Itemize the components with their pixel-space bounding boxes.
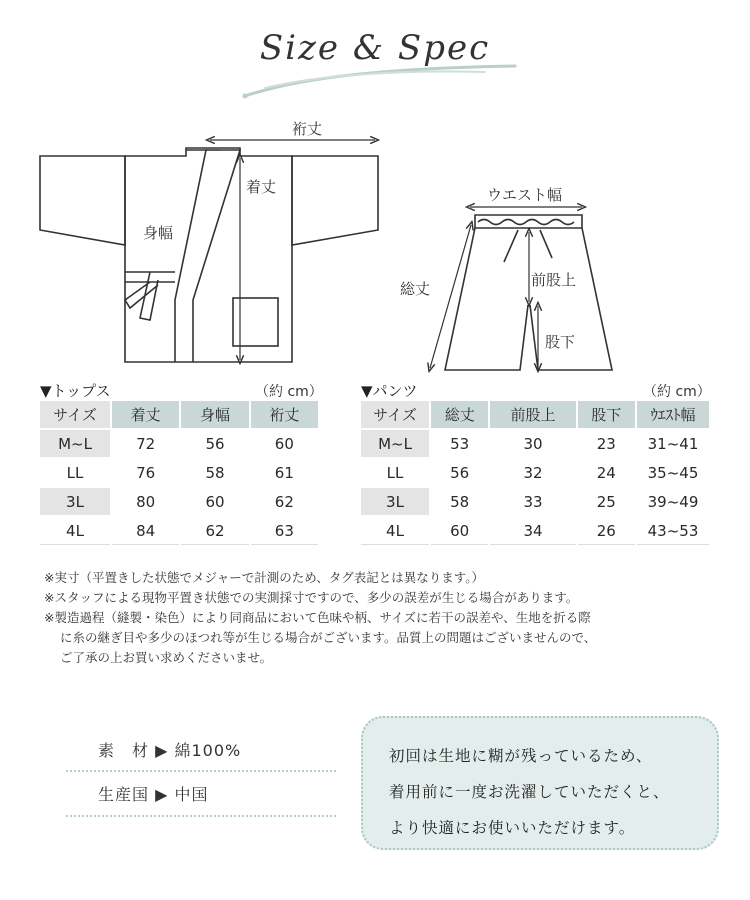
value-cell: 62 [180, 516, 249, 545]
pants-unit: （約 cm） [643, 384, 711, 400]
value-cell: 30 [489, 429, 576, 458]
size-cell: M~L [40, 429, 111, 458]
size-cell: LL [40, 458, 111, 487]
label-width: 身幅 [143, 224, 174, 242]
table-row [361, 516, 710, 545]
value-cell: 58 [430, 487, 489, 516]
size-cell: 3L [361, 487, 430, 516]
care-notice-box [361, 716, 719, 850]
label-waist: ウエスト幅 [487, 186, 563, 204]
tops-col-size: サイズ [40, 401, 111, 429]
table-row [40, 458, 319, 487]
value-cell: 33 [489, 487, 576, 516]
garment-diagram [0, 110, 750, 375]
origin-line: 生産国 ▶ 中国 [98, 785, 209, 804]
label-sleeve: 裄丈 [292, 120, 323, 138]
note-line: ※実寸（平置きした状態でメジャーで計測のため、タグ表記とは異なります。） [44, 570, 484, 585]
value-cell: 25 [577, 487, 636, 516]
note-line: ご了承の上お買い求めくださいませ。 [60, 650, 273, 665]
size-cell: 4L [40, 516, 111, 545]
table-row [40, 516, 319, 545]
pants-col-rise: 前股上 [489, 401, 576, 429]
tops-col-sleeve: 裄丈 [250, 401, 319, 429]
table-row [40, 429, 319, 458]
value-cell: 56 [180, 429, 249, 458]
notice-line: より快適にお使いいただけます。 [389, 819, 636, 837]
note-line: ※スタッフによる現物平置き状態での実測採寸ですので、多少の誤差が生じる場合があります。 [44, 590, 579, 605]
value-cell: 32 [489, 458, 576, 487]
notice-line: 初回は生地に糊が残っているため、 [389, 747, 653, 765]
divider [66, 815, 336, 817]
table-row [361, 487, 710, 516]
note-line: ※製造過程（縫製・染色）により同商品において色味や柄、サイズに若干の誤差や、生地を折る際 [44, 610, 591, 625]
jacket-drawing [40, 148, 378, 362]
tops-heading: ▼トップス [40, 382, 111, 400]
value-cell: 84 [111, 516, 180, 545]
pants-heading: ▼パンツ [361, 382, 418, 400]
value-cell: 24 [577, 458, 636, 487]
note-line: に糸の継ぎ目や多少のほつれ等が生じる場合がございます。品質上の問題はございませんので、 [60, 630, 597, 645]
value-cell: 63 [250, 516, 319, 545]
material-line: 素 材 ▶ 綿100% [98, 741, 242, 760]
value-cell: 31~41 [636, 429, 710, 458]
tops-col-width: 身幅 [180, 401, 249, 429]
title-swash [225, 58, 525, 103]
table-row [40, 487, 319, 516]
value-cell: 76 [111, 458, 180, 487]
value-cell: 23 [577, 429, 636, 458]
table-row [361, 429, 710, 458]
value-cell: 60 [430, 516, 489, 545]
tops-table [40, 401, 320, 545]
tops-unit: （約 cm） [255, 384, 323, 400]
pants-table [361, 401, 711, 545]
label-front-rise: 前股上 [531, 271, 577, 289]
value-cell: 34 [489, 516, 576, 545]
divider [66, 770, 336, 772]
pants-col-inseam: 股下 [577, 401, 636, 429]
value-cell: 80 [111, 487, 180, 516]
label-length: 着丈 [246, 178, 277, 196]
value-cell: 60 [250, 429, 319, 458]
value-cell: 35~45 [636, 458, 710, 487]
value-cell: 62 [250, 487, 319, 516]
value-cell: 26 [577, 516, 636, 545]
value-cell: 39~49 [636, 487, 710, 516]
tops-col-length: 着丈 [111, 401, 180, 429]
value-cell: 60 [180, 487, 249, 516]
value-cell: 56 [430, 458, 489, 487]
page-title: Size & Spec [259, 28, 491, 68]
notes-block [44, 568, 734, 668]
size-cell: 3L [40, 487, 111, 516]
pants-col-size: サイズ [361, 401, 430, 429]
size-cell: 4L [361, 516, 430, 545]
value-cell: 58 [180, 458, 249, 487]
value-cell: 53 [430, 429, 489, 458]
table-row [361, 458, 710, 487]
size-cell: M~L [361, 429, 430, 458]
pants-col-waist: ｳｴｽﾄ幅 [636, 401, 710, 429]
value-cell: 43~53 [636, 516, 710, 545]
label-total-length: 総丈 [400, 280, 431, 298]
notice-line: 着用前に一度お洗濯していただくと、 [389, 783, 670, 801]
value-cell: 72 [111, 429, 180, 458]
value-cell: 61 [250, 458, 319, 487]
size-cell: LL [361, 458, 430, 487]
pants-col-total: 総丈 [430, 401, 489, 429]
label-inseam: 股下 [545, 333, 576, 351]
